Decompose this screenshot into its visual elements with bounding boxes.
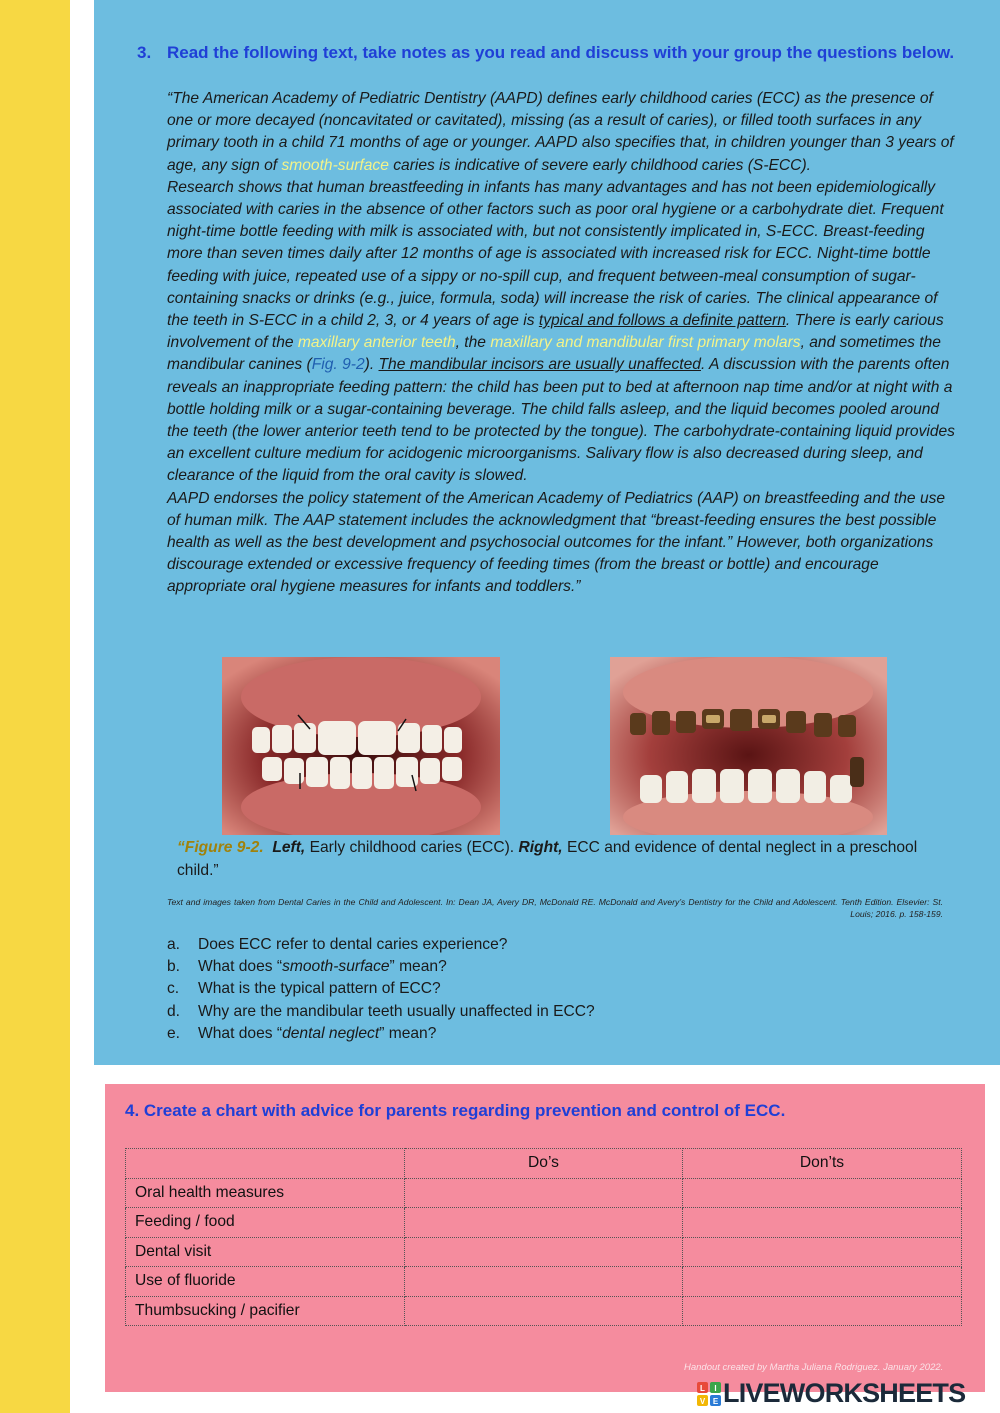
header-donts: Don’ts [683, 1149, 962, 1179]
passage-paragraph-2 [167, 177, 957, 488]
donts-cell[interactable] [683, 1296, 962, 1326]
question3-heading [137, 40, 957, 65]
svg-text:V: V [699, 1397, 706, 1406]
advice-row [126, 1208, 962, 1238]
discussion-questions [167, 934, 947, 1045]
question-text: Why are the mandibular teeth usually unaffected in ECC? [198, 1002, 595, 1020]
question-letter: d. [167, 1002, 181, 1020]
question-letter: a. [167, 936, 181, 953]
advice-header-row [126, 1149, 962, 1179]
question-letter: b. [167, 958, 181, 976]
caption-text: ECC and evidence of dental neglect in a preschool child.” [177, 839, 918, 879]
header-blank [126, 1149, 405, 1179]
advice-topic: Oral health measures [126, 1178, 405, 1208]
question-text: What is the typical pattern of ECC? [198, 980, 441, 998]
question-text: Does ECC refer to dental caries experience? [198, 936, 508, 953]
advice-row [126, 1237, 962, 1267]
advice-topic: Feeding / food [126, 1208, 405, 1238]
passage-text: Research shows that human breastfeeding in infants has many advantages and has not been epidemiologically associated with caries in the absence of other factors such as poor oral hygiene or a carbohydrate diet. Frequent night-time bottle feeding with milk is associated with, but not consistently implicated in, S-ECC. Breast-feeding more than seven times daily after 12 months of age is associated with increased risk for ECC. Night-time bottle feeding with juice, repeated use of a sippy or no-spill cup, and frequent between-meal consumption of sugar-containing snacks or drinks (e.g., juice, formula, soda) will increase the risk of caries. The clinical appearance of the teeth in S-ECC in a child 2, 3, or 4 years of age is [167, 178, 944, 330]
donts-cell[interactable] [683, 1208, 962, 1238]
live-badge-icon [697, 1382, 721, 1406]
caption-text: Early childhood caries (ECC). [305, 839, 519, 856]
highlighted-term: maxillary and mandibular first primary molars [490, 334, 801, 352]
advice-chart [125, 1148, 962, 1326]
underlined-phrase: The mandibular incisors are usually unaffected [378, 356, 701, 374]
question-letter: c. [167, 980, 180, 998]
header-dos: Do’s [405, 1149, 683, 1179]
svg-text:I: I [714, 1384, 717, 1393]
handout-credit: Handout created by Martha Juliana Rodriguez. January 2022. [684, 1362, 944, 1373]
ecc-photo-right [610, 657, 887, 835]
donts-cell[interactable] [683, 1237, 962, 1267]
figure-number: “Figure 9-2. [177, 839, 264, 856]
passage-paragraph-3: AAPD endorses the policy statement of the American Academy of Pediatrics (AAP) on breastfeeding and the use of human milk. The AAP statement includes the acknowledgment that “breast-feeding ensures the best possible health as well as the best development and psychosocial outcomes for the infant.” However, both organizations discourage extended or excessive frequency of feeding times (from the breast or bottle) and encourage appropriate oral hygiene measures for infants and toddlers.” [167, 489, 946, 596]
dos-cell[interactable] [405, 1208, 683, 1238]
passage-text: caries is indicative of severe early childhood caries (S-ECC). [388, 156, 811, 174]
advice-topic: Use of fluoride [126, 1267, 405, 1297]
passage-text: . There is early carious involvement of the [167, 312, 944, 352]
dos-cell[interactable] [405, 1296, 683, 1326]
advice-row [126, 1178, 962, 1208]
question-item [167, 934, 947, 956]
question-item [167, 1023, 947, 1045]
ecc-photo-left [222, 657, 500, 835]
caption-right-label: Right, [518, 839, 563, 856]
dos-cell[interactable] [405, 1178, 683, 1208]
passage-text: , and sometimes the mandibular canines ( [167, 334, 941, 374]
question-item [167, 978, 947, 1000]
svg-text:L: L [700, 1384, 705, 1393]
donts-cell[interactable] [683, 1178, 962, 1208]
passage-paragraph-1 [167, 88, 957, 177]
advice-topic: Thumbsucking / pacifier [126, 1296, 405, 1326]
question3-heading-text: Read the following text, take notes as you read and discuss with your group the questions below. [167, 43, 955, 62]
dos-cell[interactable] [405, 1267, 683, 1297]
source-credit: Text and images taken from Dental Caries in the Child and Adolescent. In: Dean JA, Avery DR, McDonald RE. McDonald and Avery’s Dentistry for the Child and Adolescent. Tenth Edition. Elsevier: St. Louis; 2016. p. 158-159. [167, 897, 943, 919]
question3-number: 3. [137, 43, 152, 62]
question-letter: e. [167, 1024, 181, 1042]
question-text: What does “smooth-surface” mean? [198, 958, 447, 976]
question-item [167, 956, 947, 978]
liveworksheets-wordmark: LIVEWORKSHEETS [723, 1378, 966, 1408]
passage-text: “The American Academy of Pediatric Dentistry (AAPD) defines early childhood caries (ECC) as the presence of one or more decayed (noncavitated or cavitated), missing (as a result of caries), or filled tooth surfaces in any primary tooth in a child 71 months of age or younger. AAPD also specifies that, in children younger than 3 years of age, any sign of [167, 90, 954, 174]
underlined-phrase: typical and follows a definite pattern [538, 312, 786, 330]
donts-cell[interactable] [683, 1267, 962, 1297]
margin-strip [70, 0, 94, 1413]
passage-text: ). [364, 356, 379, 374]
advice-topic: Dental visit [126, 1237, 405, 1267]
question-text: What does “dental neglect” mean? [198, 1024, 437, 1042]
passage-text: , the [455, 334, 491, 352]
advice-row [126, 1267, 962, 1297]
highlighted-term: maxillary anterior teeth [297, 334, 456, 352]
advice-row [126, 1296, 962, 1326]
figure-caption [177, 837, 937, 882]
passage-text: . A discussion with the parents often reveals an inappropriate feeding pattern: the child has been put to bed at afternoon nap time and/or at night with a bottle holding milk or a sugar-containing beverage. The child falls asleep, and the liquid becomes pooled around the teeth (the lower anterior teeth tend to be protected by the tongue). The carbohydrate-containing liquid provides an excellent culture medium for acidogenic microorganisms. Salivary flow is also decreased during sleep, and clearance of the liquid from the oral cavity is slowed. [167, 356, 955, 485]
svg-text:E: E [712, 1397, 719, 1406]
dos-cell[interactable] [405, 1237, 683, 1267]
figure-link[interactable]: Fig. 9-2 [311, 356, 365, 374]
question4-heading: 4. Create a chart with advice for parents regarding prevention and control of ECC. [125, 1101, 786, 1120]
caption-left-label: Left, [272, 839, 306, 856]
left-yellow-bar [0, 0, 70, 1413]
question-item [167, 1001, 947, 1023]
highlighted-term: smooth-surface [281, 156, 389, 174]
liveworksheets-logo[interactable] [697, 1378, 997, 1408]
reading-passage [167, 88, 957, 599]
